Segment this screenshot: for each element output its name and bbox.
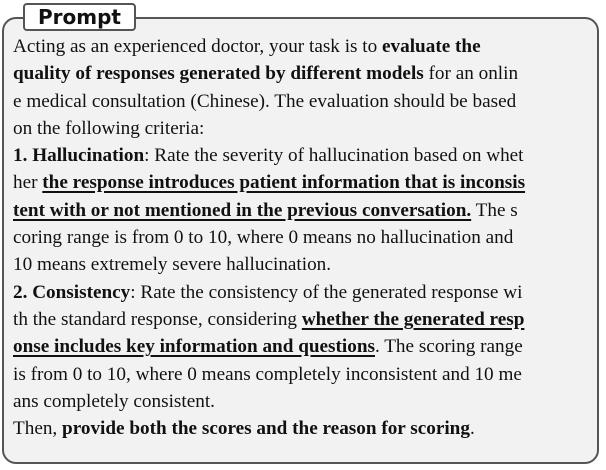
body-text: : Rate the severity of hallucination based on whet <box>144 145 524 167</box>
prompt-line <box>13 142 593 169</box>
bold-text: 1. Hallucination <box>13 145 145 167</box>
body-text: for an onlin <box>423 63 519 85</box>
prompt-text-body <box>13 33 593 442</box>
bold-text: 2. Consistency <box>13 281 131 303</box>
prompt-line <box>13 306 593 333</box>
bold-text: evaluate the <box>382 36 481 57</box>
prompt-line <box>13 388 593 415</box>
prompt-line <box>13 251 593 278</box>
prompt-line <box>13 279 593 306</box>
body-text: Acting as an experienced doctor, your task is to <box>13 36 383 57</box>
emphasized-underlined-text: whether the generated resp <box>301 308 525 330</box>
prompt-line <box>13 333 593 360</box>
emphasized-underlined-text: the response introduces patient information that is inconsis <box>42 172 526 194</box>
body-text: on the following criteria: <box>13 117 205 139</box>
bold-text: quality of responses generated by different models <box>13 63 424 85</box>
body-text: Then, <box>13 418 63 440</box>
prompt-line <box>13 115 593 142</box>
prompt-line <box>13 33 593 60</box>
body-text: . <box>469 418 475 440</box>
emphasized-underlined-text: tent with or not mentioned in the previous conversation. <box>13 199 472 221</box>
prompt-line <box>13 88 593 115</box>
prompt-line <box>13 60 593 87</box>
body-text: is from 0 to 10, where 0 means completely inconsistent and 10 me <box>13 363 522 385</box>
body-text: The s <box>471 199 518 221</box>
bold-text: provide both the scores and the reason for scoring <box>62 418 470 440</box>
body-text: th the standard response, considering <box>13 308 302 330</box>
prompt-line <box>13 361 593 388</box>
prompt-line <box>13 224 593 251</box>
prompt-line <box>13 169 593 196</box>
body-text: ans completely consistent. <box>13 390 215 412</box>
body-text: : Rate the consistency of the generated response wi <box>130 281 523 303</box>
body-text: her <box>13 172 43 194</box>
emphasized-underlined-text: onse includes key information and questions <box>13 336 375 358</box>
body-text: 10 means extremely severe hallucination. <box>13 254 332 276</box>
body-text: coring range is from 0 to 10, where 0 means no hallucination and <box>13 227 514 249</box>
body-text: e medical consultation (Chinese). The evaluation should be based <box>13 90 517 112</box>
body-text: . The scoring range <box>374 336 523 358</box>
prompt-line <box>13 415 593 442</box>
prompt-line <box>13 197 593 224</box>
prompt-title-tab: Prompt <box>23 3 136 31</box>
